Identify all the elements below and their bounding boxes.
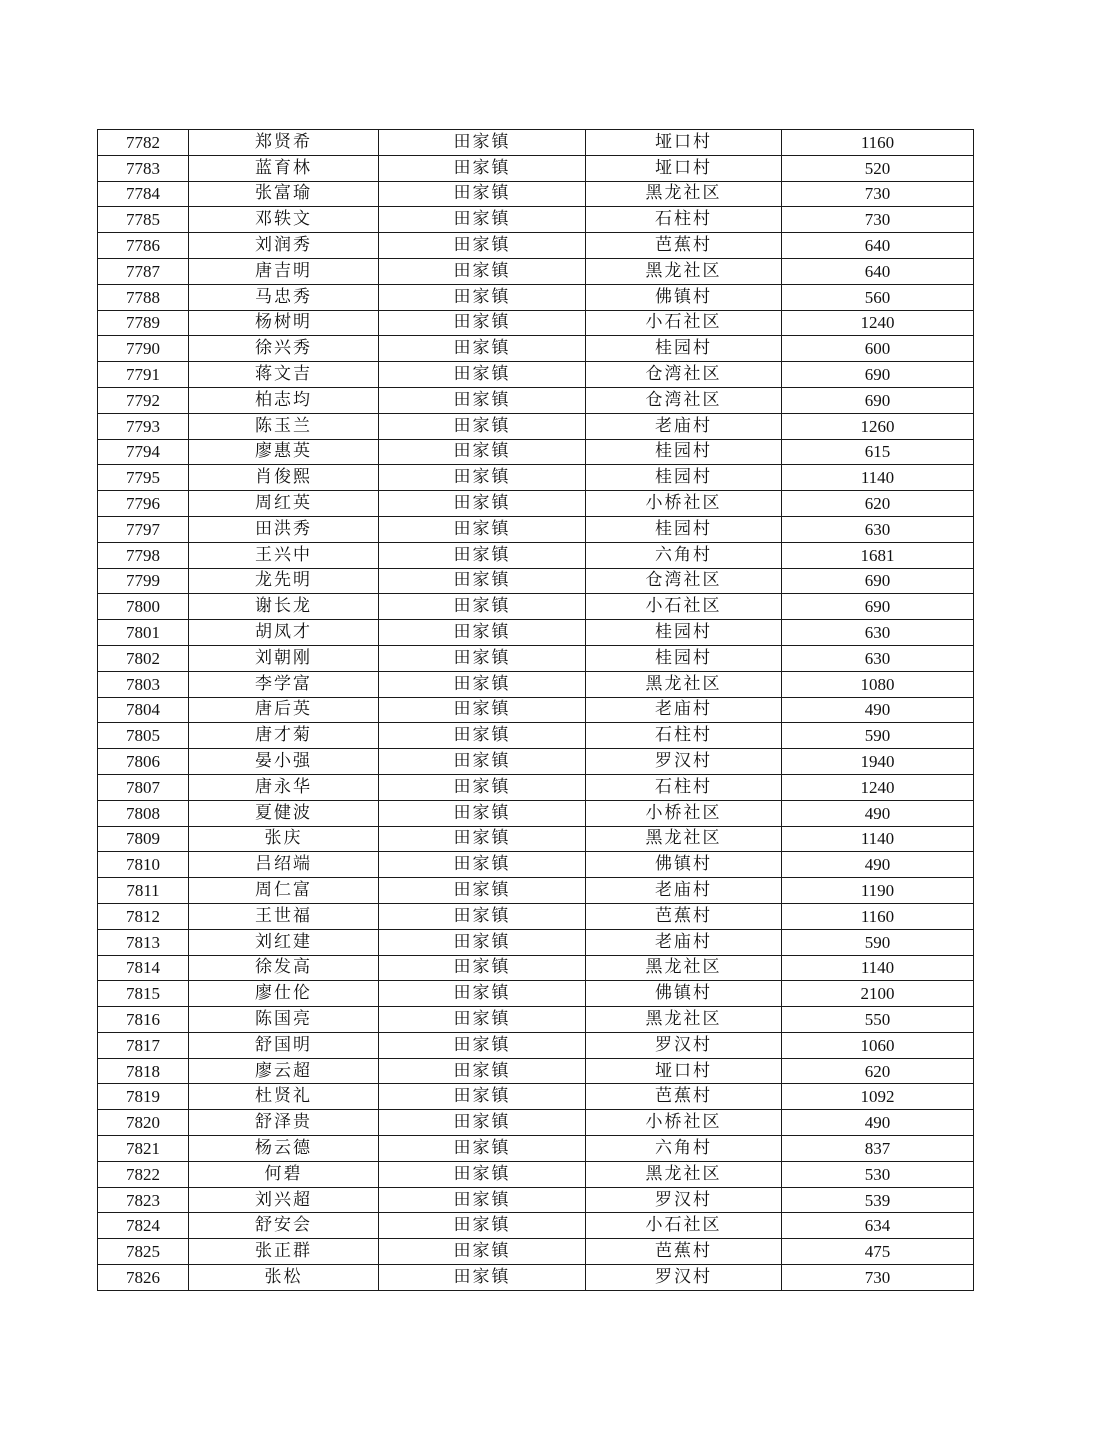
name-cell: 马忠秀 bbox=[189, 284, 379, 310]
id-cell: 7815 bbox=[98, 981, 189, 1007]
town-cell: 田家镇 bbox=[379, 929, 586, 955]
name-cell: 陈国亮 bbox=[189, 1007, 379, 1033]
table-row bbox=[98, 749, 974, 775]
village-cell: 桂园村 bbox=[586, 465, 782, 491]
id-cell: 7798 bbox=[98, 542, 189, 568]
table-row bbox=[98, 233, 974, 259]
name-cell: 徐兴秀 bbox=[189, 336, 379, 362]
town-cell: 田家镇 bbox=[379, 1084, 586, 1110]
name-cell: 夏健波 bbox=[189, 800, 379, 826]
data-table bbox=[97, 129, 974, 1291]
name-cell: 张富瑜 bbox=[189, 181, 379, 207]
table-row bbox=[98, 155, 974, 181]
table-row bbox=[98, 439, 974, 465]
id-cell: 7824 bbox=[98, 1213, 189, 1239]
town-cell: 田家镇 bbox=[379, 1187, 586, 1213]
amount-cell: 600 bbox=[782, 336, 974, 362]
village-cell: 黑龙社区 bbox=[586, 955, 782, 981]
village-cell: 小桥社区 bbox=[586, 800, 782, 826]
id-cell: 7785 bbox=[98, 207, 189, 233]
amount-cell: 634 bbox=[782, 1213, 974, 1239]
name-cell: 唐才菊 bbox=[189, 723, 379, 749]
village-cell: 小石社区 bbox=[586, 1213, 782, 1239]
table-row bbox=[98, 284, 974, 310]
id-cell: 7816 bbox=[98, 1007, 189, 1033]
amount-cell: 630 bbox=[782, 645, 974, 671]
town-cell: 田家镇 bbox=[379, 697, 586, 723]
amount-cell: 1140 bbox=[782, 826, 974, 852]
name-cell: 蓝育林 bbox=[189, 155, 379, 181]
town-cell: 田家镇 bbox=[379, 749, 586, 775]
id-cell: 7818 bbox=[98, 1058, 189, 1084]
amount-cell: 690 bbox=[782, 362, 974, 388]
village-cell: 佛镇村 bbox=[586, 284, 782, 310]
town-cell: 田家镇 bbox=[379, 852, 586, 878]
amount-cell: 690 bbox=[782, 387, 974, 413]
amount-cell: 640 bbox=[782, 233, 974, 259]
village-cell: 老庙村 bbox=[586, 413, 782, 439]
amount-cell: 630 bbox=[782, 620, 974, 646]
town-cell: 田家镇 bbox=[379, 491, 586, 517]
table-row bbox=[98, 130, 974, 156]
town-cell: 田家镇 bbox=[379, 439, 586, 465]
table-row bbox=[98, 1213, 974, 1239]
name-cell: 唐后英 bbox=[189, 697, 379, 723]
town-cell: 田家镇 bbox=[379, 671, 586, 697]
village-cell: 老庙村 bbox=[586, 878, 782, 904]
village-cell: 芭蕉村 bbox=[586, 233, 782, 259]
village-cell: 黑龙社区 bbox=[586, 1161, 782, 1187]
village-cell: 老庙村 bbox=[586, 697, 782, 723]
id-cell: 7801 bbox=[98, 620, 189, 646]
name-cell: 张正群 bbox=[189, 1239, 379, 1265]
amount-cell: 1092 bbox=[782, 1084, 974, 1110]
table-row bbox=[98, 568, 974, 594]
table-row bbox=[98, 929, 974, 955]
table-row bbox=[98, 1265, 974, 1291]
table-row bbox=[98, 1110, 974, 1136]
amount-cell: 1240 bbox=[782, 774, 974, 800]
name-cell: 田洪秀 bbox=[189, 516, 379, 542]
id-cell: 7811 bbox=[98, 878, 189, 904]
town-cell: 田家镇 bbox=[379, 774, 586, 800]
table-row bbox=[98, 1058, 974, 1084]
village-cell: 石柱村 bbox=[586, 723, 782, 749]
village-cell: 垭口村 bbox=[586, 1058, 782, 1084]
id-cell: 7822 bbox=[98, 1161, 189, 1187]
village-cell: 老庙村 bbox=[586, 929, 782, 955]
id-cell: 7800 bbox=[98, 594, 189, 620]
name-cell: 廖惠英 bbox=[189, 439, 379, 465]
id-cell: 7809 bbox=[98, 826, 189, 852]
amount-cell: 690 bbox=[782, 594, 974, 620]
town-cell: 田家镇 bbox=[379, 955, 586, 981]
village-cell: 佛镇村 bbox=[586, 981, 782, 1007]
town-cell: 田家镇 bbox=[379, 568, 586, 594]
name-cell: 李学富 bbox=[189, 671, 379, 697]
name-cell: 唐永华 bbox=[189, 774, 379, 800]
id-cell: 7813 bbox=[98, 929, 189, 955]
name-cell: 廖云超 bbox=[189, 1058, 379, 1084]
amount-cell: 1140 bbox=[782, 955, 974, 981]
town-cell: 田家镇 bbox=[379, 1007, 586, 1033]
amount-cell: 1681 bbox=[782, 542, 974, 568]
table-row bbox=[98, 852, 974, 878]
id-cell: 7795 bbox=[98, 465, 189, 491]
town-cell: 田家镇 bbox=[379, 516, 586, 542]
amount-cell: 550 bbox=[782, 1007, 974, 1033]
id-cell: 7821 bbox=[98, 1136, 189, 1162]
town-cell: 田家镇 bbox=[379, 155, 586, 181]
town-cell: 田家镇 bbox=[379, 1265, 586, 1291]
table-row bbox=[98, 336, 974, 362]
amount-cell: 530 bbox=[782, 1161, 974, 1187]
name-cell: 吕绍端 bbox=[189, 852, 379, 878]
amount-cell: 490 bbox=[782, 852, 974, 878]
town-cell: 田家镇 bbox=[379, 723, 586, 749]
village-cell: 仓湾社区 bbox=[586, 362, 782, 388]
amount-cell: 1060 bbox=[782, 1032, 974, 1058]
id-cell: 7814 bbox=[98, 955, 189, 981]
name-cell: 柏志均 bbox=[189, 387, 379, 413]
id-cell: 7797 bbox=[98, 516, 189, 542]
id-cell: 7812 bbox=[98, 903, 189, 929]
amount-cell: 1240 bbox=[782, 310, 974, 336]
table-row bbox=[98, 671, 974, 697]
amount-cell: 590 bbox=[782, 929, 974, 955]
amount-cell: 1260 bbox=[782, 413, 974, 439]
village-cell: 黑龙社区 bbox=[586, 826, 782, 852]
village-cell: 六角村 bbox=[586, 1136, 782, 1162]
village-cell: 芭蕉村 bbox=[586, 1084, 782, 1110]
table-row bbox=[98, 465, 974, 491]
name-cell: 谢长龙 bbox=[189, 594, 379, 620]
id-cell: 7823 bbox=[98, 1187, 189, 1213]
table-row bbox=[98, 594, 974, 620]
name-cell: 何碧 bbox=[189, 1161, 379, 1187]
town-cell: 田家镇 bbox=[379, 387, 586, 413]
id-cell: 7826 bbox=[98, 1265, 189, 1291]
town-cell: 田家镇 bbox=[379, 878, 586, 904]
village-cell: 仓湾社区 bbox=[586, 387, 782, 413]
table-row bbox=[98, 878, 974, 904]
amount-cell: 475 bbox=[782, 1239, 974, 1265]
village-cell: 罗汉村 bbox=[586, 1187, 782, 1213]
name-cell: 徐发高 bbox=[189, 955, 379, 981]
name-cell: 廖仕伦 bbox=[189, 981, 379, 1007]
town-cell: 田家镇 bbox=[379, 465, 586, 491]
village-cell: 罗汉村 bbox=[586, 1265, 782, 1291]
village-cell: 黑龙社区 bbox=[586, 181, 782, 207]
id-cell: 7786 bbox=[98, 233, 189, 259]
table-body bbox=[98, 130, 974, 1291]
amount-cell: 539 bbox=[782, 1187, 974, 1213]
table-row bbox=[98, 1032, 974, 1058]
amount-cell: 590 bbox=[782, 723, 974, 749]
amount-cell: 640 bbox=[782, 258, 974, 284]
table-row bbox=[98, 310, 974, 336]
name-cell: 刘润秀 bbox=[189, 233, 379, 259]
id-cell: 7794 bbox=[98, 439, 189, 465]
table-row bbox=[98, 981, 974, 1007]
name-cell: 舒国明 bbox=[189, 1032, 379, 1058]
amount-cell: 630 bbox=[782, 516, 974, 542]
table-row bbox=[98, 903, 974, 929]
village-cell: 六角村 bbox=[586, 542, 782, 568]
table-row bbox=[98, 723, 974, 749]
village-cell: 佛镇村 bbox=[586, 852, 782, 878]
amount-cell: 1080 bbox=[782, 671, 974, 697]
town-cell: 田家镇 bbox=[379, 207, 586, 233]
amount-cell: 730 bbox=[782, 207, 974, 233]
name-cell: 王兴中 bbox=[189, 542, 379, 568]
town-cell: 田家镇 bbox=[379, 413, 586, 439]
table-row bbox=[98, 620, 974, 646]
village-cell: 垭口村 bbox=[586, 155, 782, 181]
town-cell: 田家镇 bbox=[379, 310, 586, 336]
town-cell: 田家镇 bbox=[379, 903, 586, 929]
name-cell: 杨云德 bbox=[189, 1136, 379, 1162]
table-row bbox=[98, 387, 974, 413]
amount-cell: 490 bbox=[782, 1110, 974, 1136]
town-cell: 田家镇 bbox=[379, 336, 586, 362]
town-cell: 田家镇 bbox=[379, 800, 586, 826]
id-cell: 7783 bbox=[98, 155, 189, 181]
name-cell: 周红英 bbox=[189, 491, 379, 517]
name-cell: 晏小强 bbox=[189, 749, 379, 775]
village-cell: 小石社区 bbox=[586, 594, 782, 620]
table-row bbox=[98, 1136, 974, 1162]
village-cell: 桂园村 bbox=[586, 336, 782, 362]
name-cell: 周仁富 bbox=[189, 878, 379, 904]
name-cell: 王世福 bbox=[189, 903, 379, 929]
name-cell: 肖俊熙 bbox=[189, 465, 379, 491]
table-row bbox=[98, 1161, 974, 1187]
table-row bbox=[98, 697, 974, 723]
village-cell: 小石社区 bbox=[586, 310, 782, 336]
table-row bbox=[98, 800, 974, 826]
amount-cell: 1160 bbox=[782, 130, 974, 156]
id-cell: 7819 bbox=[98, 1084, 189, 1110]
id-cell: 7782 bbox=[98, 130, 189, 156]
village-cell: 桂园村 bbox=[586, 645, 782, 671]
town-cell: 田家镇 bbox=[379, 233, 586, 259]
table-row bbox=[98, 645, 974, 671]
table-row bbox=[98, 1239, 974, 1265]
village-cell: 桂园村 bbox=[586, 439, 782, 465]
id-cell: 7806 bbox=[98, 749, 189, 775]
id-cell: 7804 bbox=[98, 697, 189, 723]
town-cell: 田家镇 bbox=[379, 645, 586, 671]
town-cell: 田家镇 bbox=[379, 362, 586, 388]
town-cell: 田家镇 bbox=[379, 1110, 586, 1136]
amount-cell: 620 bbox=[782, 491, 974, 517]
village-cell: 罗汉村 bbox=[586, 1032, 782, 1058]
village-cell: 小桥社区 bbox=[586, 491, 782, 517]
table-row bbox=[98, 1084, 974, 1110]
id-cell: 7807 bbox=[98, 774, 189, 800]
name-cell: 邓轶文 bbox=[189, 207, 379, 233]
name-cell: 张松 bbox=[189, 1265, 379, 1291]
town-cell: 田家镇 bbox=[379, 1239, 586, 1265]
village-cell: 芭蕉村 bbox=[586, 1239, 782, 1265]
id-cell: 7817 bbox=[98, 1032, 189, 1058]
name-cell: 杨树明 bbox=[189, 310, 379, 336]
amount-cell: 615 bbox=[782, 439, 974, 465]
amount-cell: 730 bbox=[782, 181, 974, 207]
table-row bbox=[98, 1007, 974, 1033]
amount-cell: 1140 bbox=[782, 465, 974, 491]
village-cell: 桂园村 bbox=[586, 516, 782, 542]
town-cell: 田家镇 bbox=[379, 1136, 586, 1162]
town-cell: 田家镇 bbox=[379, 181, 586, 207]
town-cell: 田家镇 bbox=[379, 258, 586, 284]
amount-cell: 620 bbox=[782, 1058, 974, 1084]
id-cell: 7793 bbox=[98, 413, 189, 439]
name-cell: 刘朝刚 bbox=[189, 645, 379, 671]
name-cell: 唐吉明 bbox=[189, 258, 379, 284]
id-cell: 7820 bbox=[98, 1110, 189, 1136]
town-cell: 田家镇 bbox=[379, 542, 586, 568]
id-cell: 7788 bbox=[98, 284, 189, 310]
village-cell: 黑龙社区 bbox=[586, 258, 782, 284]
village-cell: 芭蕉村 bbox=[586, 903, 782, 929]
amount-cell: 1940 bbox=[782, 749, 974, 775]
name-cell: 胡凤才 bbox=[189, 620, 379, 646]
id-cell: 7808 bbox=[98, 800, 189, 826]
town-cell: 田家镇 bbox=[379, 1161, 586, 1187]
id-cell: 7796 bbox=[98, 491, 189, 517]
name-cell: 陈玉兰 bbox=[189, 413, 379, 439]
town-cell: 田家镇 bbox=[379, 284, 586, 310]
amount-cell: 1160 bbox=[782, 903, 974, 929]
village-cell: 黑龙社区 bbox=[586, 671, 782, 697]
village-cell: 垭口村 bbox=[586, 130, 782, 156]
amount-cell: 730 bbox=[782, 1265, 974, 1291]
village-cell: 石柱村 bbox=[586, 774, 782, 800]
id-cell: 7784 bbox=[98, 181, 189, 207]
name-cell: 刘兴超 bbox=[189, 1187, 379, 1213]
id-cell: 7787 bbox=[98, 258, 189, 284]
table-row bbox=[98, 181, 974, 207]
id-cell: 7792 bbox=[98, 387, 189, 413]
id-cell: 7825 bbox=[98, 1239, 189, 1265]
id-cell: 7789 bbox=[98, 310, 189, 336]
table-row bbox=[98, 774, 974, 800]
amount-cell: 560 bbox=[782, 284, 974, 310]
table-row bbox=[98, 207, 974, 233]
table-row bbox=[98, 413, 974, 439]
town-cell: 田家镇 bbox=[379, 826, 586, 852]
village-cell: 罗汉村 bbox=[586, 749, 782, 775]
town-cell: 田家镇 bbox=[379, 1032, 586, 1058]
town-cell: 田家镇 bbox=[379, 1213, 586, 1239]
village-cell: 石柱村 bbox=[586, 207, 782, 233]
table-row bbox=[98, 516, 974, 542]
table-row bbox=[98, 826, 974, 852]
village-cell: 桂园村 bbox=[586, 620, 782, 646]
village-cell: 仓湾社区 bbox=[586, 568, 782, 594]
name-cell: 蒋文吉 bbox=[189, 362, 379, 388]
name-cell: 杜贤礼 bbox=[189, 1084, 379, 1110]
table-row bbox=[98, 955, 974, 981]
amount-cell: 490 bbox=[782, 800, 974, 826]
amount-cell: 490 bbox=[782, 697, 974, 723]
name-cell: 张庆 bbox=[189, 826, 379, 852]
name-cell: 舒安会 bbox=[189, 1213, 379, 1239]
amount-cell: 520 bbox=[782, 155, 974, 181]
id-cell: 7791 bbox=[98, 362, 189, 388]
town-cell: 田家镇 bbox=[379, 130, 586, 156]
town-cell: 田家镇 bbox=[379, 594, 586, 620]
amount-cell: 690 bbox=[782, 568, 974, 594]
amount-cell: 1190 bbox=[782, 878, 974, 904]
id-cell: 7790 bbox=[98, 336, 189, 362]
id-cell: 7805 bbox=[98, 723, 189, 749]
id-cell: 7810 bbox=[98, 852, 189, 878]
name-cell: 刘红建 bbox=[189, 929, 379, 955]
amount-cell: 2100 bbox=[782, 981, 974, 1007]
town-cell: 田家镇 bbox=[379, 620, 586, 646]
amount-cell: 837 bbox=[782, 1136, 974, 1162]
village-cell: 黑龙社区 bbox=[586, 1007, 782, 1033]
name-cell: 郑贤希 bbox=[189, 130, 379, 156]
table-row bbox=[98, 258, 974, 284]
name-cell: 龙先明 bbox=[189, 568, 379, 594]
table-row bbox=[98, 491, 974, 517]
id-cell: 7799 bbox=[98, 568, 189, 594]
id-cell: 7802 bbox=[98, 645, 189, 671]
town-cell: 田家镇 bbox=[379, 981, 586, 1007]
table-row bbox=[98, 362, 974, 388]
id-cell: 7803 bbox=[98, 671, 189, 697]
table-row bbox=[98, 542, 974, 568]
table-row bbox=[98, 1187, 974, 1213]
village-cell: 小桥社区 bbox=[586, 1110, 782, 1136]
name-cell: 舒泽贵 bbox=[189, 1110, 379, 1136]
town-cell: 田家镇 bbox=[379, 1058, 586, 1084]
